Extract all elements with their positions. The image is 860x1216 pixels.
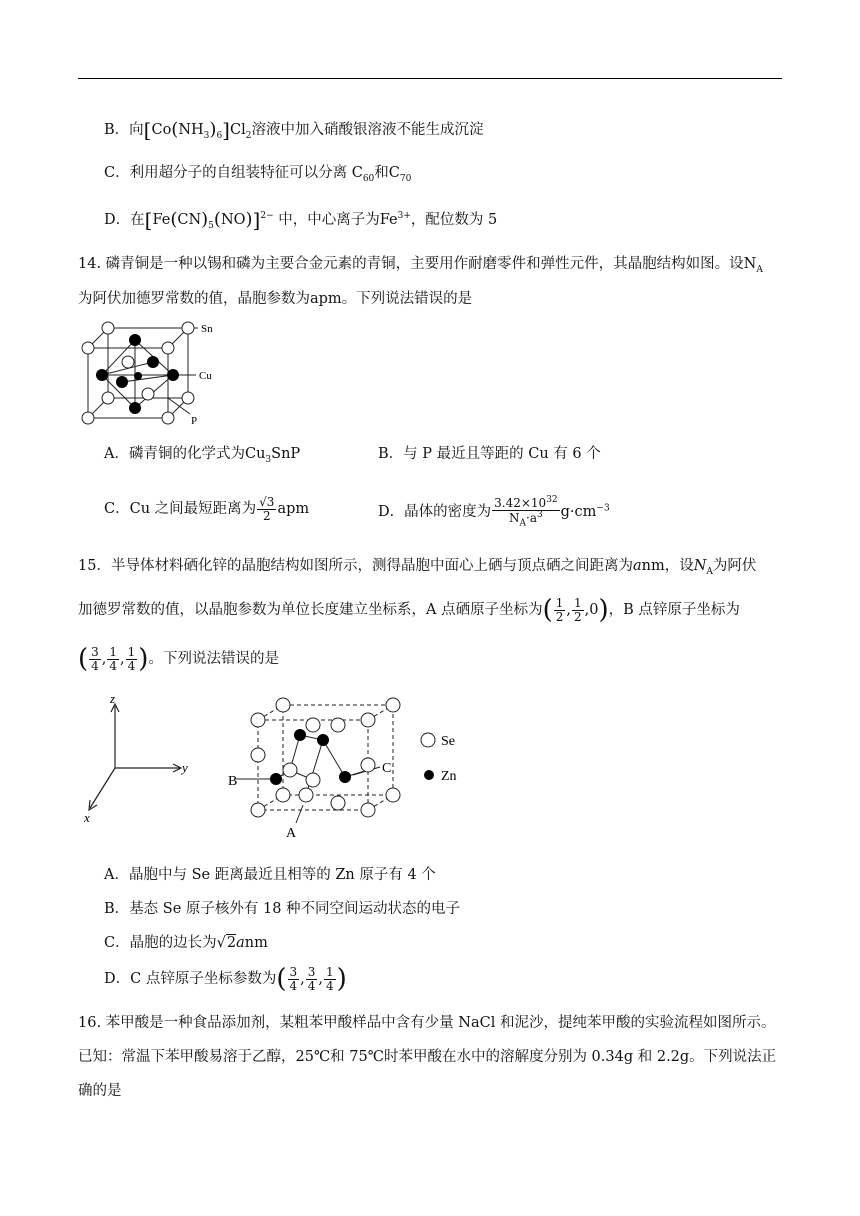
fig-label-a: A: [286, 826, 297, 841]
q15-axes-figure: [80, 691, 188, 828]
q16-stem-line3: 确的是: [78, 1083, 122, 1099]
legend-zn-label: Zn: [441, 769, 457, 784]
legend-zn-marker: [424, 770, 434, 780]
q15-option-b: B．基态 Se 原子核外有 18 种不同空间运动状态的电子: [104, 901, 461, 917]
q15-stem-line2: 加德罗常数的值，以晶胞参数为单位长度建立坐标系，A 点硒原子坐标为( $\frac{1}{2}$ , $\frac{1}{2}$ ,0)，B 点锌原子坐标为: [78, 595, 740, 626]
axis-label-y: y: [182, 760, 188, 775]
fig-label-sn: Sn: [201, 323, 213, 335]
q16-stem-line1: 16. 苯甲酸是一种食品添加剂，某粗苯甲酸样品中含有少量 NaCl 和泥沙，提纯苯甲酸的实验流程如图所示。: [78, 1015, 776, 1031]
q15-option-c: C．晶胞的边长为√2anm: [104, 935, 268, 951]
q14-option-b: B．与 P 最近且等距的 Cu 有 6 个: [378, 446, 601, 462]
legend-se-label: Se: [441, 734, 455, 749]
q14-option-c: C．Cu 之间最短距离为 $\frac{√3}{2}$ apm: [104, 495, 310, 523]
q14-option-d: D．晶体的密度为 $\frac{3.42\times 10^{32}}{N_A\cdot a^3}$ $g\cdot cm^{-3}$: [378, 495, 610, 528]
axis-label-x: x: [84, 810, 90, 825]
q15-stem-line1: 15．半导体材料硒化锌的晶胞结构如图所示，测得晶胞中面心上硒与顶点硒之间距离为anm，设$N_A$为阿伏: [78, 558, 757, 577]
q14-crystal-figure: [78, 320, 218, 430]
q15-option-a: A．晶胞中与 Se 距离最近且相等的 Zn 原子有 4 个: [104, 867, 436, 883]
q13-option-c: C．利用超分子的自组装特征可以分离 $C_{60}$和$C_{70}$: [104, 165, 412, 184]
q15-stem-line3: ( $\frac{3}{4}$ , $\frac{1}{4}$ , $\frac{1}{4}$ )。下列说法错误的是: [78, 644, 279, 675]
fig-label-c: C: [382, 761, 392, 776]
header-rule: [78, 78, 782, 79]
fig-label-b: B: [228, 774, 238, 789]
axis-label-z: z: [110, 691, 116, 706]
q14-stem-line2: 为阿伏加德罗常数的值，晶胞参数为apm。下列说法错误的是: [78, 291, 473, 307]
q14-stem-line1: 14. 磷青铜是一种以锡和磷为主要合金元素的青铜，主要用作耐磨零件和弹性元件，其晶胞结构如图。设$N_A$: [78, 256, 763, 275]
fig-label-cu: Cu: [199, 370, 212, 382]
legend-se-marker: [421, 733, 435, 747]
q13-option-b: B．向$[Co(NH_3)_6]Cl_2$溶液中加入硝酸银溶液不能生成沉淀: [104, 118, 484, 142]
q15-option-d: D．C 点锌原子坐标参数为( $\frac{3}{4}$ , $\frac{3}{4}$ , $\frac{1}{4}$ ): [104, 964, 347, 995]
q13-option-d: D．在$[Fe(CN)_5(NO)]^{2-}$ 中，中心离子为$Fe^{3+}$，配位数为 5: [104, 208, 498, 232]
q16-stem-line2: 已知：常温下苯甲酸易溶于乙醇，25℃和 75℃时苯甲酸在水中的溶解度分别为 0.34g 和 2.2g。下列说法正: [78, 1049, 777, 1065]
q15-crystal-figure: [228, 695, 478, 845]
fig-label-p: P: [191, 415, 198, 427]
q14-option-a: A．磷青铜的化学式为$Cu_3SnP$: [104, 446, 301, 465]
